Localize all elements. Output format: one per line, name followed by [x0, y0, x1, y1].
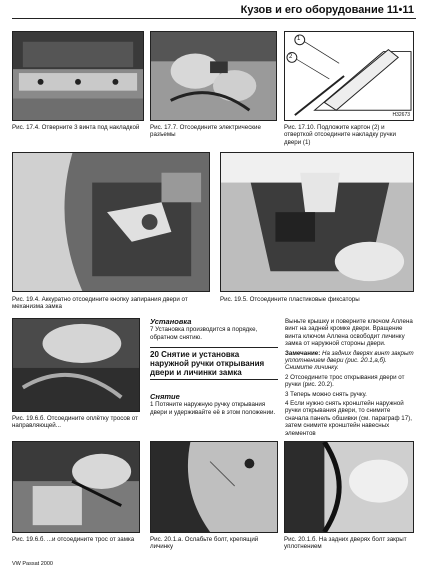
photo-17-4 — [12, 31, 144, 121]
remark-body: На задних дверях винт закрыт уплотнением двери (рис. 20.1,а,б). Снимите личинку. — [285, 349, 414, 372]
header-rule — [12, 18, 416, 19]
photo-19-6b — [12, 441, 140, 533]
caption-17-10: Рис. 17.10. Подложите картон (2) и отверткой отсоедините накладку ручки двери (1) — [284, 124, 396, 146]
text-right-p1: Выньте крышку и поверните ключом Аллена винт на задней кромке двери. Вращение винта ключом Аллена освободит личинку замка от наружной стороны двери. — [285, 318, 413, 348]
caption-19-6a: Рис. 19.6.б. Отсоедините оплётку тросов от направляющей... — [12, 415, 138, 430]
caption-20-1b: Рис. 20.1.б. На задних дверях болт закрыт уплотнением — [284, 536, 407, 551]
snyatie-block — [150, 393, 278, 418]
photo-17-7 — [150, 31, 277, 121]
figure-code: H32673 — [392, 112, 410, 118]
caption-17-7: Рис. 17.7. Отсоедините электрические разъемы — [150, 124, 261, 139]
text-ustanovka: 7 Установка производится в порядке, обратном снятию. — [150, 326, 258, 341]
drawing-17-10 — [284, 31, 414, 121]
photo-19-4 — [12, 152, 210, 292]
text-right-p3: 3 Теперь можно снять ручку. — [285, 390, 367, 398]
heading-ustanovka: Установка — [150, 317, 192, 326]
text-snyatie: 1 Потяните наружную ручку открывания двери и удерживайте её в этом положении. — [150, 401, 276, 416]
ustanovka-block — [150, 318, 278, 343]
caption-19-4: Рис. 19.4. Аккуратно отсоедините кнопку запирания двери от механизма замка — [12, 296, 188, 311]
callout-2: 2 — [289, 54, 293, 60]
photo-19-5 — [220, 152, 414, 292]
photo-19-6a — [12, 318, 140, 412]
text-right-p4: 4 Если нужно снять кронштейн наружной ручки открывания двери, то снимите сначала панель обшивки (см. параграф 17), затем снимите кронштейн навесных элементов — [285, 400, 412, 437]
caption-19-6b: Рис. 19.6.б. ...и отсоедините трос от замка — [12, 536, 135, 543]
section-title-20: 20 Снятие и установка наружной ручки открывания двери и личинки замка — [150, 347, 278, 380]
photo-20-1a — [150, 441, 278, 533]
page-footer: VW Passat 2000 — [12, 561, 53, 567]
caption-19-5: Рис. 19.5. Отсоедините пластиковые фиксаторы — [220, 296, 360, 303]
remark-label: Замечание: — [285, 349, 321, 357]
caption-20-1a: Рис. 20.1.а. Ослабьте болт, крепящий личинку — [150, 536, 259, 551]
text-right-p2: 2 Отсоедините трос открывания двери от ручки (рис. 20.2). — [285, 373, 405, 389]
caption-17-4: Рис. 17.4. Отверните 3 винта под накладкой — [12, 124, 140, 131]
heading-snyatie: Снятие — [150, 392, 180, 401]
text-remark — [285, 350, 414, 372]
page-header: Кузов и его оборудование 11•11 — [240, 4, 414, 16]
photo-20-1b — [284, 441, 414, 533]
callout-1: 1 — [297, 36, 301, 42]
right-text-block — [285, 318, 414, 439]
